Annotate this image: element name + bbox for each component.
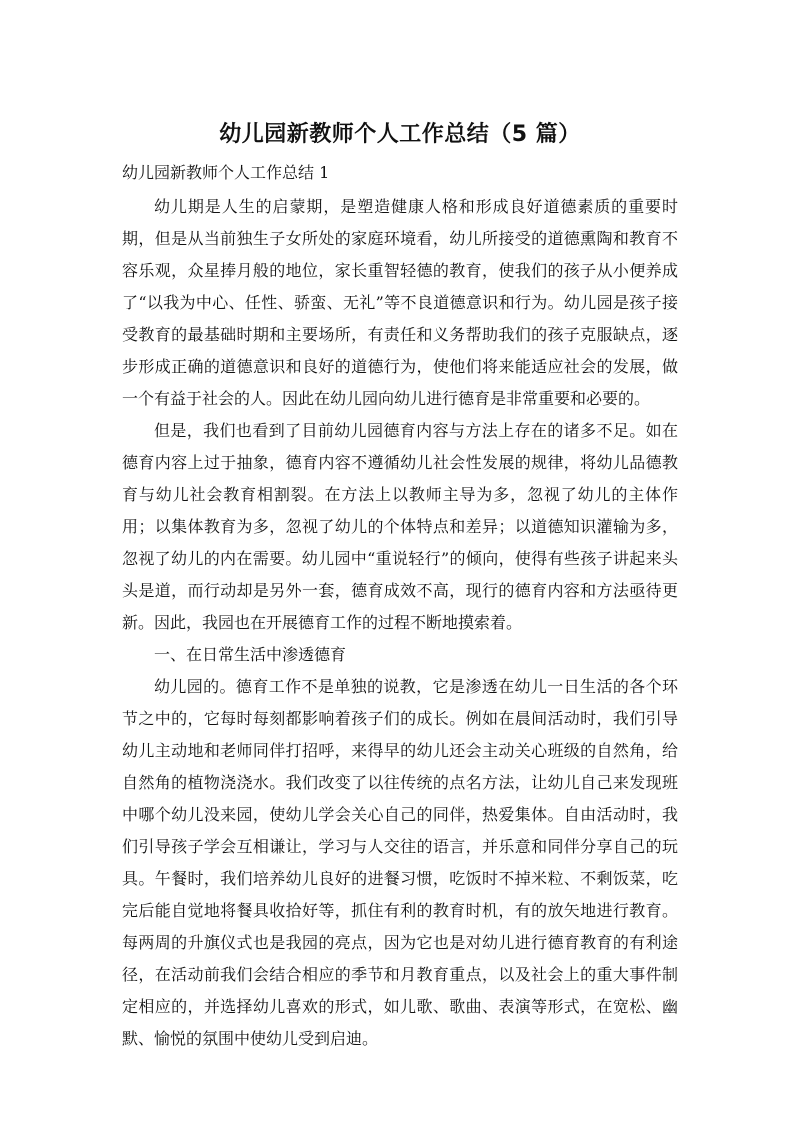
body-paragraph-1: 幼儿期是人生的启蒙期，是塑造健康人格和形成良好道德素质的重要时期，但是从当前独生子女所处的家庭环境看，幼儿所接受的道德熏陶和教育不容乐观，众星捧月般的地位，家长重智轻德的教育，使我们的孩子从小便养成了“以我为中心、任性、骄蛮、无礼”等不良道德意识和行为。幼儿园是孩子接受教育的最基础时期和主要场所，有责任和义务帮助我们的孩子克服缺点，逐步形成正确的道德意识和良好的道德行为，使他们将来能适应社会的发展，做一个有益于社会的人。因此在幼儿园向幼儿进行德育是非常重要和必要的。 [122, 197, 678, 408]
document-title: 幼儿园新教师个人工作总结（5 篇） [219, 122, 581, 147]
body-paragraph-2: 但是，我们也看到了目前幼儿园德育内容与方法上存在的诸多不足。如在德育内容上过于抽象，德育内容不遵循幼儿社会性发展的规律，将幼儿品德教育与幼儿社会教育相割裂。在方法上以教师主导为多，忽视了幼儿的主体作用；以集体教育为多，忽视了幼儿的个体特点和差异；以道德知识灌输为多，忽视了幼儿的内在需要。幼儿园中“重说轻行”的倾向，使得有些孩子讲起来头头是道，而行动却是另外一套，德育成效不高，现行的德育内容和方法亟待更新。因此，我园也在开展德育工作的过程不断地摸索着。 [122, 421, 678, 632]
section-paragraph: 幼儿园的。德育工作不是单独的说教，它是渗透在幼儿一日生活的各个环节之中的，它每时每刻都影响着孩子们的成长。例如在晨间活动时，我们引导幼儿主动地和老师同伴打招呼，来得早的幼儿还会主动关心班级的自然角，给自然角的植物浇浇水。我们改变了以往传统的点名方法，让幼儿自己来发现班中哪个幼儿没来园，使幼儿学会关心自己的同伴，热爱集体。自由活动时，我们引导孩子学会互相谦让，学习与人交往的语言，并乐意和同伴分享自己的玩具。午餐时，我们培养幼儿良好的进餐习惯，吃饭时不掉米粒、不剩饭菜，吃完后能自觉地将餐具收拾好等，抓住有利的教育时机，有的放矢地进行教育。每两周的升旗仪式也是我园的亮点，因为它也是对幼儿进行德育教育的有利途径，在活动前我们会结合相应的季节和月教育重点，以及社会上的重大事件制定相应的，并选择幼儿喜欢的形式，如儿歌、歌曲、表演等形式，在宽松、幽默、愉悦的氛围中使幼儿受到启迪。 [122, 677, 678, 1048]
section-heading: 一、在日常生活中渗透德育 [154, 645, 347, 664]
document-subtitle: 幼儿园新教师个人工作总结 1 [122, 163, 330, 182]
document-body [122, 191, 678, 1055]
